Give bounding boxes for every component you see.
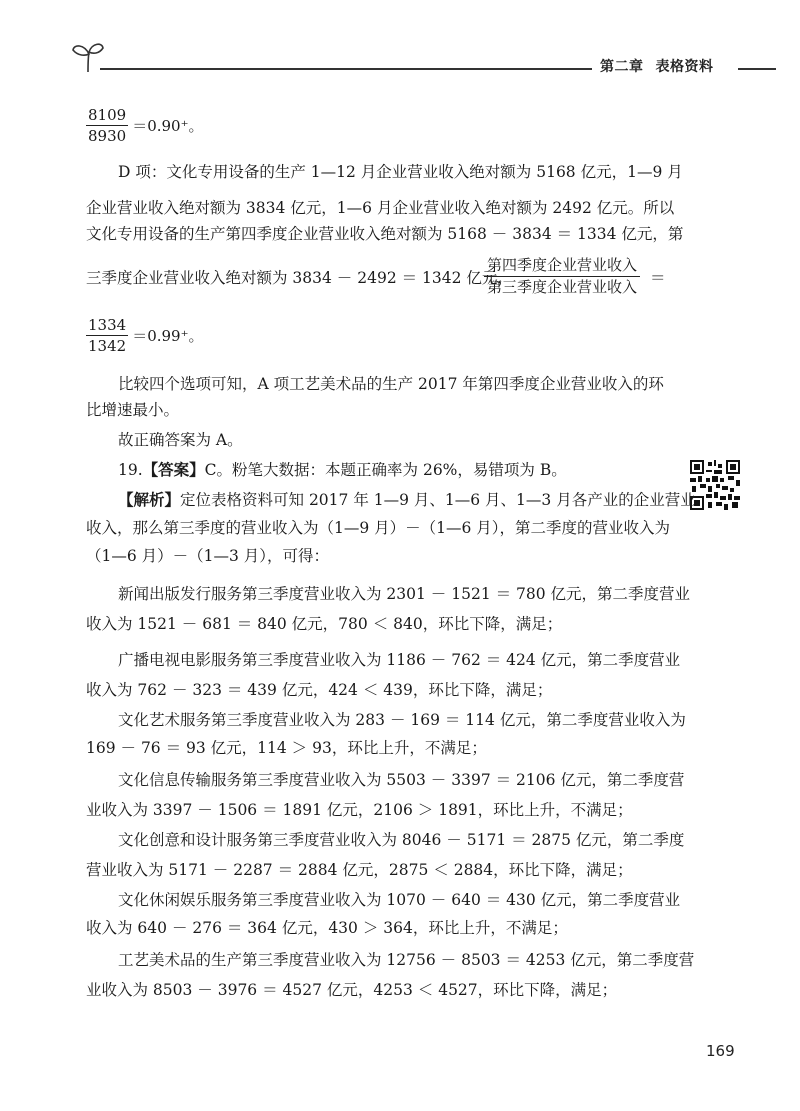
analysis-line-3: （1—6 月）－（1—3 月），可得：	[86, 547, 330, 565]
ratio-numerator: 第四季度企业营业收入	[484, 256, 640, 277]
analysis-line-2: 收入，那么第三季度的营业收入为（1—9 月）－（1—6 月），第二季度的营业收入为	[86, 519, 671, 537]
analysis-tag: 【解析】	[118, 490, 181, 509]
fraction-result: ＝0.99⁺。	[132, 327, 204, 345]
chapter-header	[600, 56, 714, 76]
item-5-line-1: 文化创意和设计服务第三季度营业收入为 8046 － 5171 ＝ 2875 亿元，第二季度	[118, 831, 685, 849]
header-rule-right	[738, 68, 776, 70]
compare-line-2: 比增速最小。	[86, 401, 180, 419]
item-2-line-1: 广播电视电影服务第三季度营业收入为 1186 － 762 ＝ 424 亿元，第二季度营业	[118, 651, 681, 669]
item-7-line-1: 工艺美术品的生产第三季度营业收入为 12756 － 8503 ＝ 4253 亿元，第二季度营	[118, 951, 695, 969]
item-2-line-2: 收入为 762 － 323 ＝ 439 亿元，424 ＜ 439，环比下降，满足；	[86, 681, 553, 699]
item-1-line-1: 新闻出版发行服务第三季度营业收入为 2301 － 1521 ＝ 780 亿元，第二季度营业	[118, 585, 691, 603]
fraction-result-1	[86, 106, 204, 145]
fraction-numerator: 1334	[88, 316, 127, 334]
fraction-denominator: 8930	[88, 127, 127, 145]
item-5-line-2: 营业收入为 5171 － 2287 ＝ 2884 亿元，2875 ＜ 2884，环比下降，满足；	[86, 861, 633, 879]
compare-line-1: 比较四个选项可知，A 项工艺美术品的生产 2017 年第四季度企业营业收入的环	[118, 375, 664, 393]
ratio-fraction	[484, 256, 640, 297]
fraction-result: ＝0.90⁺。	[132, 117, 204, 135]
q19-answer	[118, 460, 567, 480]
item-6-line-1: 文化休闲娱乐服务第三季度营业收入为 1070 － 640 ＝ 430 亿元，第二季度营业	[118, 891, 681, 909]
ratio-denominator: 第三季度企业营业收入	[487, 278, 638, 296]
item-4-line-2: 业收入为 3397 － 1506 ＝ 1891 亿元，2106 ＞ 1891，环比上升，不满足；	[86, 801, 633, 819]
item-6-line-2: 收入为 640 － 276 ＝ 364 亿元，430 ＞ 364，环比上升，不满足；	[86, 919, 568, 937]
qr-code-icon	[690, 460, 740, 510]
fraction-numerator: 8109	[88, 106, 127, 124]
answer-tag: 【答案】	[142, 460, 205, 479]
paragraph-d-line-1: D 项：文化专用设备的生产 1—12 月企业营业收入绝对额为 5168 亿元，1—9 月	[118, 163, 683, 181]
item-4-line-1: 文化信息传输服务第三季度营业收入为 5503 － 3397 ＝ 2106 亿元，第二季度营	[118, 771, 685, 789]
q19-number: 19.	[118, 461, 143, 479]
item-3-line-1: 文化艺术服务第三季度营业收入为 283 － 169 ＝ 114 亿元，第二季度营业收入为	[118, 711, 686, 729]
answer-text: C。粉笔大数据：本题正确率为 26%，易错项为 B。	[204, 461, 567, 479]
paragraph-d-line-2: 企业营业收入绝对额为 3834 亿元，1—6 月企业营业收入绝对额为 2492 亿元。所以	[86, 199, 675, 217]
header-rule	[100, 68, 592, 70]
page-number: 169	[706, 1042, 735, 1060]
item-7-line-2: 业收入为 8503 － 3976 ＝ 4527 亿元，4253 ＜ 4527，环比下降，满足；	[86, 981, 618, 999]
paragraph-d-line-4: 三季度企业营业收入绝对额为 3834 － 2492 ＝ 1342 亿元，	[86, 269, 513, 287]
chapter-label: 第二章	[600, 59, 644, 75]
item-3-line-2: 169 － 76 ＝ 93 亿元，114 ＞ 93，环比上升，不满足；	[86, 739, 487, 757]
fraction-result-2	[86, 316, 204, 355]
paragraph-d-line-3: 文化专用设备的生产第四季度企业营业收入绝对额为 5168 － 3834 ＝ 1334 亿元，第	[86, 225, 684, 243]
item-1-line-2: 收入为 1521 － 681 ＝ 840 亿元，780 ＜ 840，环比下降，满足；	[86, 615, 563, 633]
ratio-equals: ＝	[650, 269, 666, 287]
fraction-denominator: 1342	[88, 337, 127, 355]
conclusion: 故正确答案为 A。	[118, 431, 243, 449]
analysis-line-1: 【解析】定位表格资料可知 2017 年 1—9 月、1—6 月、1—3 月各产业的企业营业	[118, 490, 696, 509]
chapter-title: 表格资料	[655, 59, 714, 75]
